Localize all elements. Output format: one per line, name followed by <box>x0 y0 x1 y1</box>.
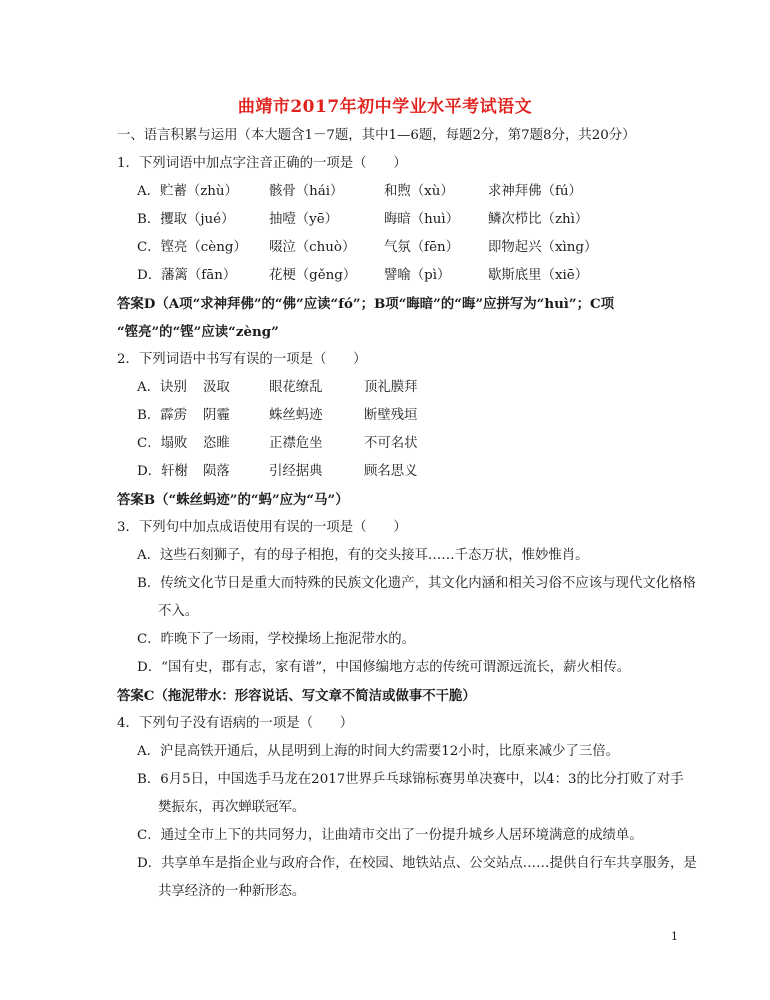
q3-option-d: D．“国有史，郡有志，家有谱”，中国修编地方志的传统可谓源远流长，薪火相传。 <box>137 660 631 675</box>
q2-option-d-4: 顾名思义 <box>364 464 418 479</box>
q2-option-c-2: 恣睢 <box>203 436 230 451</box>
q1-option-b-3: 晦暗（huì） <box>384 212 460 227</box>
q1-option-a-3: 和煦（xù） <box>384 184 454 199</box>
q3-option-a: A．这些石刻狮子，有的母子相抱，有的交头接耳……千态万状，惟妙惟肖。 <box>137 548 589 563</box>
q2-option-d-1: D．轩榭 <box>137 464 188 479</box>
q2-option-b-4: 断壁残垣 <box>364 408 418 423</box>
q1-option-c-3: 气氛（fēn） <box>384 240 460 255</box>
q2-option-d-2: 陨落 <box>203 464 230 479</box>
q2-option-d-3: 引经据典 <box>269 464 323 479</box>
question-4-stem: 4．下列句子没有语病的一项是（ ） <box>117 716 354 731</box>
question-3-stem: 3．下列句中加点成语使用有误的一项是（ ） <box>117 520 407 535</box>
q1-option-d-2: 花梗（gěng） <box>269 268 357 283</box>
q1-option-c-2: 啜泣（chuò） <box>269 240 356 255</box>
q4-option-c: C．通过全市上下的共同努力，让曲靖市交出了一份提升城乡人居环境满意的成绩单。 <box>137 828 643 843</box>
q2-option-c-1: C．塌败 <box>137 436 188 451</box>
q3-option-b-line-2: 不入。 <box>158 604 199 619</box>
q1-option-b-4: 鳞次栉比（zhì） <box>488 212 589 227</box>
q1-option-c-4: 即物起兴（xìng） <box>488 240 598 255</box>
q2-answer: 答案B（“蛛丝蚂迹”的“蚂”应为“马”） <box>117 492 349 508</box>
q2-option-b-1: B．霹雳 <box>137 408 188 423</box>
q1-option-c-1: C．铿亮（cèng） <box>137 240 247 255</box>
q2-option-b-3: 蛛丝蚂迹 <box>269 408 323 423</box>
q2-option-b-2: 阴霾 <box>203 408 230 423</box>
question-2-stem: 2．下列词语中书写有误的一项是（ ） <box>117 352 367 367</box>
q3-option-b-line-1: B．传统文化节日是重大而特殊的民族文化遗产，其文化内涵和相关习俗不应该与现代文化格格 <box>137 576 696 591</box>
q1-option-d-1: D．藩篱（fān） <box>137 268 237 283</box>
q4-option-d-line-2: 共享经济的一种新形态。 <box>158 884 306 899</box>
q2-option-a-3: 眼花缭乱 <box>269 380 323 395</box>
q1-option-d-3: 譬喻（pì） <box>384 268 451 283</box>
q1-option-a-1: A．贮蓄（zhù） <box>137 184 238 199</box>
q4-option-b-line-2: 樊振东，再次蝉联冠军。 <box>158 800 306 815</box>
q3-option-c: C．昨晚下了一场雨，学校操场上拖泥带水的。 <box>137 632 416 647</box>
q2-option-a-4: 顶礼膜拜 <box>364 380 418 395</box>
page-number: 1 <box>671 930 678 943</box>
q4-option-b-line-1: B．6月5日，中国选手马龙在2017世界乒乓球锦标赛男单决赛中，以4：3的比分打败了对手 <box>137 772 684 787</box>
q2-option-a-2: 汲取 <box>203 380 230 395</box>
q1-answer-line-2: “铿亮”的“铿”应读“zèng” <box>117 324 279 340</box>
q2-option-a-1: A．诀别 <box>137 380 187 395</box>
q1-option-a-2: 骸骨（hái） <box>269 184 344 199</box>
document-title: 曲靖市2017年初中学业水平考试语文 <box>237 97 533 117</box>
q2-option-c-3: 正襟危坐 <box>269 436 323 451</box>
q1-option-d-4: 歇斯底里（xiē） <box>488 268 589 283</box>
q1-option-b-2: 抽噎（yē） <box>269 212 339 227</box>
q2-option-c-4: 不可名状 <box>364 436 418 451</box>
q1-answer-line-1: 答案D（A项“求神拜佛”的“佛”应读“fó”；B项“晦暗”的“晦”应拼写为“huì”；C项 <box>117 296 615 312</box>
q4-option-a: A．沪昆高铁开通后，从昆明到上海的时间大约需要12小时，比原来减少了三倍。 <box>137 744 619 759</box>
q3-answer: 答案C（拖泥带水：形容说话、写文章不简洁或做事不干脆） <box>117 688 476 704</box>
section-heading: 一、语言积累与运用（本大题含1－7题，其中1—6题，每题2分，第7题8分，共20分） <box>117 128 636 143</box>
question-1-stem: 1．下列词语中加点字注音正确的一项是（ ） <box>117 156 407 171</box>
q1-option-a-4: 求神拜佛（fú） <box>488 184 582 199</box>
q4-option-d-line-1: D．共享单车是指企业与政府合作，在校园、地铁站点、公交站点……提供自行车共享服务，是 <box>137 856 697 871</box>
q1-option-b-1: B．攫取（jué） <box>137 212 235 227</box>
